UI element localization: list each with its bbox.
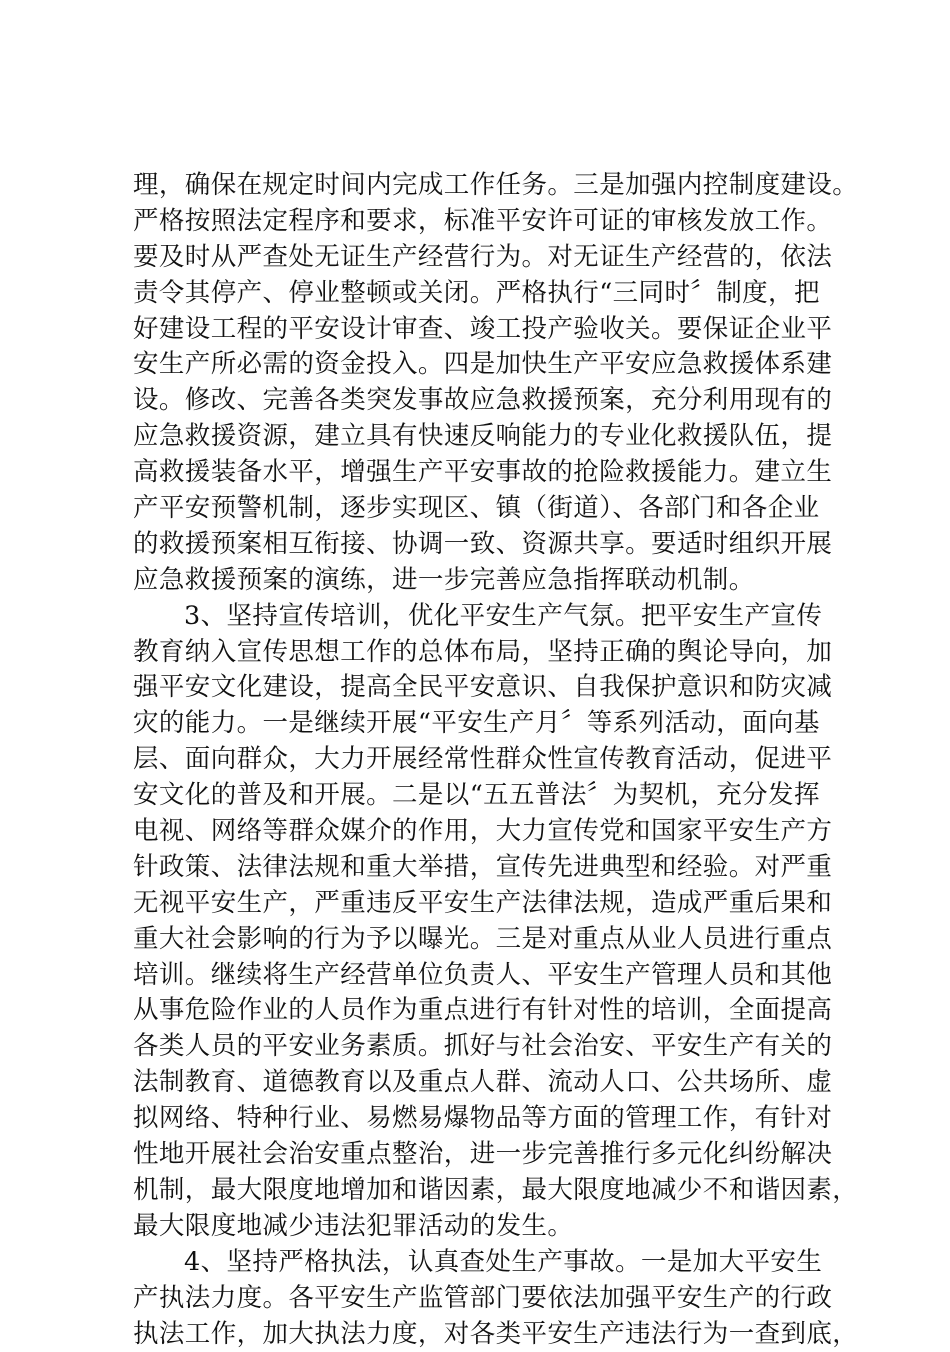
text-line: 从事危险作业的人员作为重点进行有针对性的培训，全面提高 <box>133 993 838 1029</box>
text-line: 执法工作，加大执法力度，对各类平安生产违法行为一查到底， <box>133 1317 838 1352</box>
text-line: 教育纳入宣传思想工作的总体布局，坚持正确的舆论导向，加 <box>133 635 838 671</box>
text-line: 机制，最大限度地增加和谐因素，最大限度地减少不和谐因素， <box>133 1173 838 1209</box>
text-line: 高救援装备水平，增强生产平安事故的抢险救援能力。建立生 <box>133 455 838 491</box>
text-line: 重大社会影响的行为予以曝光。三是对重点从业人员进行重点 <box>133 922 838 958</box>
text-line: 责令其停产、停业整顿或关闭。严格执行“三同时〞制度，把 <box>133 276 838 312</box>
text-line: 性地开展社会治安重点整治，进一步完善推行多元化纠纷解决 <box>133 1137 838 1173</box>
text-line: 层、面向群众，大力开展经常性群众性宣传教育活动，促进平 <box>133 742 838 778</box>
text-line: 产执法力度。各平安生产监管部门要依法加强平安生产的行政 <box>133 1281 838 1317</box>
text-line: 理，确保在规定时间内完成工作任务。三是加强内控制度建设。 <box>133 168 838 204</box>
text-line: 培训。继续将生产经营单位负责人、平安生产管理人员和其他 <box>133 958 838 994</box>
text-line: 的救援预案相互衔接、协调一致、资源共享。要适时组织开展 <box>133 527 838 563</box>
paragraph-start-line: 4、坚持严格执法，认真查处生产事故。一是加大平安生 <box>133 1245 838 1281</box>
text-line: 无视平安生产，严重违反平安生产法律法规，造成严重后果和 <box>133 886 838 922</box>
text-line: 强平安文化建设，提高全民平安意识、自我保护意识和防灾减 <box>133 670 838 706</box>
text-line: 应急救援预案的演练，进一步完善应急指挥联动机制。 <box>133 563 838 599</box>
document-body-text <box>133 168 838 1352</box>
text-line: 法制教育、道德教育以及重点人群、流动人口、公共场所、虚 <box>133 1065 838 1101</box>
text-line: 产平安预警机制，逐步实现区、镇（街道）、各部门和各企业 <box>133 491 838 527</box>
paragraph-start-line: 3、坚持宣传培训，优化平安生产气氛。把平安生产宣传 <box>133 599 838 635</box>
text-line: 电视、网络等群众媒介的作用，大力宣传党和国家平安生产方 <box>133 814 838 850</box>
text-line: 针政策、法律法规和重大举措，宣传先进典型和经验。对严重 <box>133 850 838 886</box>
text-line: 应急救援资源，建立具有快速反响能力的专业化救援队伍，提 <box>133 419 838 455</box>
text-line: 各类人员的平安业务素质。抓好与社会治安、平安生产有关的 <box>133 1029 838 1065</box>
text-line: 严格按照法定程序和要求，标准平安许可证的审核发放工作。 <box>133 204 838 240</box>
text-line: 最大限度地减少违法犯罪活动的发生。 <box>133 1209 838 1245</box>
text-line: 设。修改、完善各类突发事故应急救援预案，充分利用现有的 <box>133 383 838 419</box>
text-line: 要及时从严查处无证生产经营行为。对无证生产经营的，依法 <box>133 240 838 276</box>
text-line: 好建设工程的平安设计审查、竣工投产验收关。要保证企业平 <box>133 312 838 348</box>
text-line: 安文化的普及和开展。二是以“五五普法〞为契机，充分发挥 <box>133 778 838 814</box>
text-line: 灾的能力。一是继续开展“平安生产月〞等系列活动，面向基 <box>133 706 838 742</box>
text-line: 拟网络、特种行业、易燃易爆物品等方面的管理工作，有针对 <box>133 1101 838 1137</box>
text-line: 安生产所必需的资金投入。四是加快生产平安应急救援体系建 <box>133 347 838 383</box>
